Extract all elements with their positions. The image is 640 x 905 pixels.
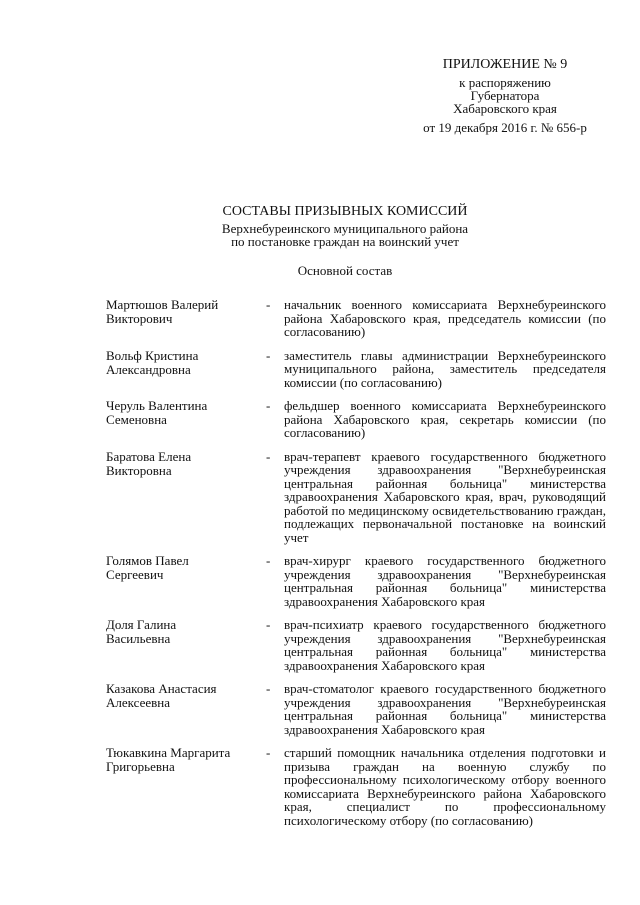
member-role: врач-психиатр краевого государственного бюджетного учреждения здравоохранения "Верхнебуреинская центральная районная больница" министерства здравоохранения Хабаровского края xyxy=(284,617,606,673)
appendix-to-line-1: к распоряжению xyxy=(459,75,551,90)
member-name xyxy=(106,618,266,646)
member-name xyxy=(106,554,266,582)
member-row xyxy=(106,399,606,440)
member-dash: - xyxy=(266,448,271,464)
member-dash: - xyxy=(266,681,271,696)
member-row xyxy=(106,746,606,827)
member-row xyxy=(106,554,606,608)
member-patronymic: Викторовна xyxy=(106,462,172,478)
appendix-header xyxy=(400,58,610,135)
title-block xyxy=(150,205,540,278)
member-patronymic: Семеновна xyxy=(106,412,167,427)
member-list xyxy=(106,298,606,837)
member-surname-name: Доля Галина xyxy=(106,617,177,632)
member-name xyxy=(106,298,266,326)
member-dash: - xyxy=(266,553,271,568)
member-role: врач-терапевт краевого государственного бюджетного учреждения здравоохранения "Верхнебуреинская центральная районная больница" министерства здравоохранения Хабаровского края, врач, руководящий работой по медицинскому освидетельствованию граждан, подлежащих первоначальной постановке на воинский учет xyxy=(284,448,606,545)
member-patronymic: Алексеевна xyxy=(106,695,170,710)
member-dash: - xyxy=(266,745,271,760)
appendix-to-line-3: Хабаровского края xyxy=(453,101,557,116)
member-role: врач-стоматолог краевого государственного бюджетного учреждения здравоохранения "Верхнебуреинская центральная районная больница" министерства здравоохранения Хабаровского края xyxy=(284,681,606,737)
member-name xyxy=(106,450,266,478)
member-role: заместитель главы администрации Верхнебуреинского муниципального района, заместитель председателя комиссии (по согласованию) xyxy=(284,347,606,390)
member-row xyxy=(106,349,606,390)
member-row xyxy=(106,682,606,736)
member-surname-name: Баратова Елена xyxy=(106,448,192,464)
member-surname-name: Голямов Павел xyxy=(106,553,189,568)
member-name xyxy=(106,399,266,427)
member-row xyxy=(106,450,606,545)
appendix-date: от 19 декабря 2016 г. № 656-р xyxy=(423,120,587,135)
appendix-to-line-2: Губернатора xyxy=(470,88,540,103)
member-role: старший помощник начальника отделения подготовки и призыва граждан на военную службу по профессиональному психологическому отбору военного комиссариата Верхнебуреинского района Хабаровского края, специалист по профессиональному психологическому отбору (по согласованию) xyxy=(284,745,606,828)
member-row xyxy=(106,618,606,672)
member-dash: - xyxy=(266,398,271,413)
member-patronymic: Сергеевич xyxy=(106,567,164,582)
member-surname-name: Черуль Валентина xyxy=(106,398,208,413)
member-patronymic: Григорьевна xyxy=(106,759,175,774)
member-role: врач-хирург краевого государственного бюджетного учреждения здравоохранения "Верхнебуреинская центральная районная больница" министерства здравоохранения Хабаровского края xyxy=(284,553,606,609)
document-subtitle-line-2: по постановке граждан на воинский учет xyxy=(231,234,459,249)
member-surname-name: Тюкавкина Маргарита xyxy=(106,745,231,760)
member-row xyxy=(106,298,606,339)
member-name xyxy=(106,682,266,710)
document-title: СОСТАВЫ ПРИЗЫВНЫХ КОМИССИЙ xyxy=(222,204,468,219)
member-dash: - xyxy=(266,617,271,632)
member-patronymic: Александровна xyxy=(106,361,191,377)
member-name xyxy=(106,746,266,774)
member-role: начальник военного комиссариата Верхнебуреинского района Хабаровского края, председатель комиссии (по согласованию) xyxy=(284,297,606,339)
member-surname-name: Вольф Кристина xyxy=(106,347,199,363)
member-dash: - xyxy=(266,297,271,312)
member-dash: - xyxy=(266,347,271,363)
document-subtitle-line-1: Верхнебуреинского муниципального района xyxy=(221,221,469,236)
member-role: фельдшер военного комиссариата Верхнебуреинского района Хабаровского края, секретарь комиссии (по согласованию) xyxy=(284,398,606,440)
appendix-title: ПРИЛОЖЕНИЕ № 9 xyxy=(442,57,568,72)
member-surname-name: Казакова Анастасия xyxy=(106,681,217,696)
member-patronymic: Викторович xyxy=(106,311,173,326)
member-patronymic: Васильевна xyxy=(106,631,171,646)
section-heading: Основной состав xyxy=(297,263,393,278)
member-surname-name: Мартюшов Валерий xyxy=(106,297,219,312)
member-name xyxy=(106,349,266,377)
